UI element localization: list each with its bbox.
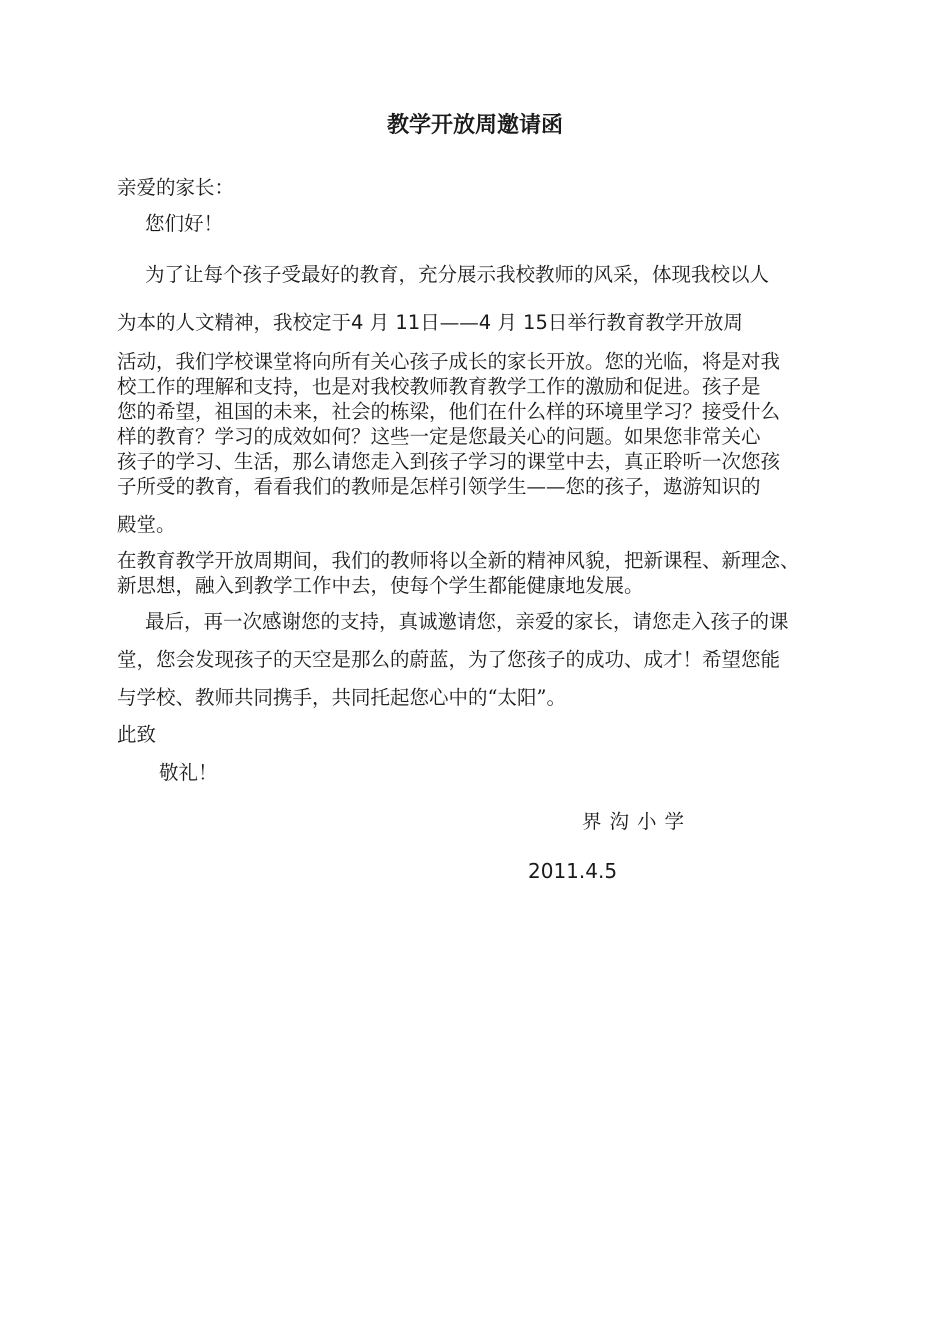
- school-signature: 界沟小学: [582, 810, 693, 833]
- greeting: 您们好！: [145, 212, 224, 235]
- paragraph-1-line-1: 为了让每个孩子受最好的教育，充分展示我校教师的风采，体现我校以人: [145, 263, 770, 286]
- paragraph-1-line-3: 活动，我们学校课堂将向所有关心孩子成长的家长开放。您的光临，将是对我: [117, 350, 781, 373]
- letter-date: 2011.4.5: [528, 859, 618, 883]
- salutation: 亲爱的家长：: [117, 176, 235, 199]
- paragraph-3-line-1: 最后，再一次感谢您的支持，真诚邀请您，亲爱的家长，请您走入孩子的课: [145, 610, 789, 633]
- paragraph-1-line-8: 子所受的教育，看看我们的教师是怎样引领学生——您的孩子，遨游知识的: [117, 475, 761, 498]
- paragraph-3-line-2: 堂，您会发现孩子的天空是那么的蔚蓝，为了您孩子的成功、成才！希望您能: [117, 648, 781, 671]
- paragraph-1-line-2: 为本的人文精神，我校定于4 月 11日——4 月 15日举行教育教学开放周: [117, 311, 743, 334]
- paragraph-1-line-7: 孩子的学习、生活，那么请您走入到孩子学习的课堂中去，真正聆听一次您孩: [117, 450, 781, 473]
- paragraph-1-line-4: 校工作的理解和支持，也是对我校教师教育教学工作的激励和促进。孩子是: [117, 375, 761, 398]
- closing-line-2: 敬礼！: [159, 761, 218, 784]
- paragraph-3-line-3: 与学校、教师共同携手，共同托起您心中的“太阳”。: [117, 686, 566, 709]
- paragraph-1-line-6: 样的教育？学习的成效如何？这些一定是您最关心的问题。如果您非常关心: [117, 425, 761, 448]
- paragraph-1-line-9: 殿堂。: [117, 513, 176, 536]
- paragraph-2-line-1: 在教育教学开放周期间，我们的教师将以全新的精神风貌，把新课程、新理念、: [117, 549, 800, 572]
- paragraph-1-line-5: 您的希望，祖国的未来，社会的栋梁，他们在什么样的环境里学习？接受什么: [117, 400, 781, 423]
- paragraph-2-line-2: 新思想，融入到教学工作中去，使每个学生都能健康地发展。: [117, 574, 644, 597]
- letter-title: 教学开放周邀请函: [386, 112, 563, 138]
- closing-line-1: 此致: [117, 723, 157, 746]
